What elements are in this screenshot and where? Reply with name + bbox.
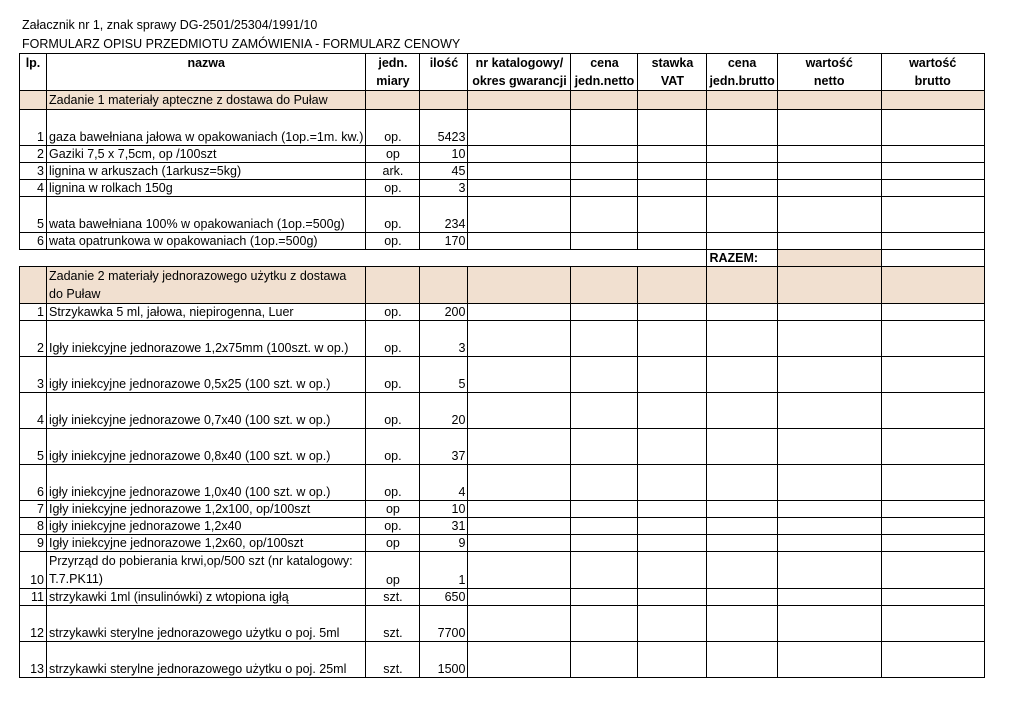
table-row: 1 gaza bawełniana jałowa w opakowaniach (1op.=1m. kw.) op. 5423: [20, 110, 985, 146]
task-2-title: Zadanie 2 materiały jednorazowego użytku z dostawa do Puław: [47, 267, 366, 304]
header-cena-netto: cena jedn.netto: [571, 54, 638, 91]
header-stawka-vat: stawka VAT: [638, 54, 707, 91]
header-nazwa: nazwa: [47, 54, 366, 91]
item-name: wata opatrunkowa w opakowaniach (1op.=500g): [47, 233, 366, 250]
table-row: 4 igły iniekcyjne jednorazowe 0,7x40 (100 szt. w op.) op. 20: [20, 393, 985, 429]
task-1-sum-row: [20, 250, 985, 267]
table-row: 3 igły iniekcyjne jednorazowe 0,5x25 (100 szt. w op.) op. 5: [20, 357, 985, 393]
table-row: 10 Przyrząd do pobierania krwi,op/500 szt (nr katalogowy: T.7.PK11) op 1: [20, 552, 985, 589]
header-wartosc-brutto: wartość brutto: [881, 54, 984, 91]
item-name: lignina w arkuszach (1arkusz=5kg): [47, 163, 366, 180]
header-cena-brutto: cena jedn.brutto: [707, 54, 777, 91]
item-name: strzykawki sterylne jednorazowego użytku o poj. 25ml: [47, 642, 366, 678]
table-row: 2 Gaziki 7,5 x 7,5cm, op /100szt op 10: [20, 146, 985, 163]
item-name: Przyrząd do pobierania krwi,op/500 szt (nr katalogowy: T.7.PK11): [47, 552, 366, 589]
column-header-row: [20, 54, 985, 91]
table-row: 1 Strzykawka 5 ml, jałowa, niepirogenna, Luer op. 200: [20, 304, 985, 321]
sum-label: RAZEM:: [707, 250, 777, 267]
table-row: 5 wata bawełniana 100% w opakowaniach (1op.=500g) op. 234: [20, 197, 985, 233]
task-2-row: [20, 267, 985, 304]
table-row: 4 lignina w rolkach 150g op. 3: [20, 180, 985, 197]
header-jedn-miary: jedn. miary: [366, 54, 420, 91]
item-name: strzykawki 1ml (insulinówki) z wtopiona igłą: [47, 589, 366, 606]
table-row: 11 strzykawki 1ml (insulinówki) z wtopiona igłą szt. 650: [20, 589, 985, 606]
document-reference: Załacznik nr 1, znak sprawy DG-2501/25304/1991/10: [22, 18, 318, 32]
sum-netto-cell: [777, 250, 881, 267]
table-row: 5 igły iniekcyjne jednorazowe 0,8x40 (100 szt. w op.) op. 37: [20, 429, 985, 465]
item-name: Strzykawka 5 ml, jałowa, niepirogenna, Luer: [47, 304, 366, 321]
table-row: 7 Igły iniekcyjne jednorazowe 1,2x100, op/100szt op 10: [20, 501, 985, 518]
task-1-title: Zadanie 1 materiały apteczne z dostawa do Puław: [47, 91, 366, 110]
table-row: 8 igły iniekcyjne jednorazowe 1,2x40 op. 31: [20, 518, 985, 535]
table-row: 2 Igły iniekcyjne jednorazowe 1,2x75mm (100szt. w op.) op. 3: [20, 321, 985, 357]
table-row: 9 Igły iniekcyjne jednorazowe 1,2x60, op/100szt op 9: [20, 535, 985, 552]
item-name: Igły iniekcyjne jednorazowe 1,2x60, op/100szt: [47, 535, 366, 552]
item-name: igły iniekcyjne jednorazowe 1,2x40: [47, 518, 366, 535]
item-name: strzykawki sterylne jednorazowego użytku o poj. 5ml: [47, 606, 366, 642]
table-row: 13 strzykawki sterylne jednorazowego użytku o poj. 25ml szt. 1500: [20, 642, 985, 678]
form-title: FORMULARZ OPISU PRZEDMIOTU ZAMÓWIENIA - FORMULARZ CENOWY: [22, 37, 461, 51]
item-name: igły iniekcyjne jednorazowe 0,5x25 (100 szt. w op.): [47, 357, 366, 393]
table-row: 6 wata opatrunkowa w opakowaniach (1op.=500g) op. 170: [20, 233, 985, 250]
header-nr-katalogowy: nr katalogowy/ okres gwarancji: [468, 54, 571, 91]
item-name: wata bawełniana 100% w opakowaniach (1op.=500g): [47, 197, 366, 233]
table-row: 12 strzykawki sterylne jednorazowego użytku o poj. 5ml szt. 7700: [20, 606, 985, 642]
table-row: 6 igły iniekcyjne jednorazowe 1,0x40 (100 szt. w op.) op. 4: [20, 465, 985, 501]
header-ilosc: ilość: [420, 54, 468, 91]
item-name: Igły iniekcyjne jednorazowe 1,2x100, op/100szt: [47, 501, 366, 518]
table-row: 3 lignina w arkuszach (1arkusz=5kg) ark. 45: [20, 163, 985, 180]
task-1-row: [20, 91, 985, 110]
header-wartosc-netto: wartość netto: [777, 54, 881, 91]
item-name: lignina w rolkach 150g: [47, 180, 366, 197]
header-lp: lp.: [20, 54, 47, 91]
item-name: gaza bawełniana jałowa w opakowaniach (1op.=1m. kw.): [47, 110, 366, 146]
item-name: igły iniekcyjne jednorazowe 0,7x40 (100 szt. w op.): [47, 393, 366, 429]
item-name: Gaziki 7,5 x 7,5cm, op /100szt: [47, 146, 366, 163]
sum-brutto-cell: [881, 250, 984, 267]
item-name: igły iniekcyjne jednorazowe 1,0x40 (100 szt. w op.): [47, 465, 366, 501]
item-name: Igły iniekcyjne jednorazowe 1,2x75mm (100szt. w op.): [47, 321, 366, 357]
price-form-table: [19, 53, 985, 678]
item-name: igły iniekcyjne jednorazowe 0,8x40 (100 szt. w op.): [47, 429, 366, 465]
